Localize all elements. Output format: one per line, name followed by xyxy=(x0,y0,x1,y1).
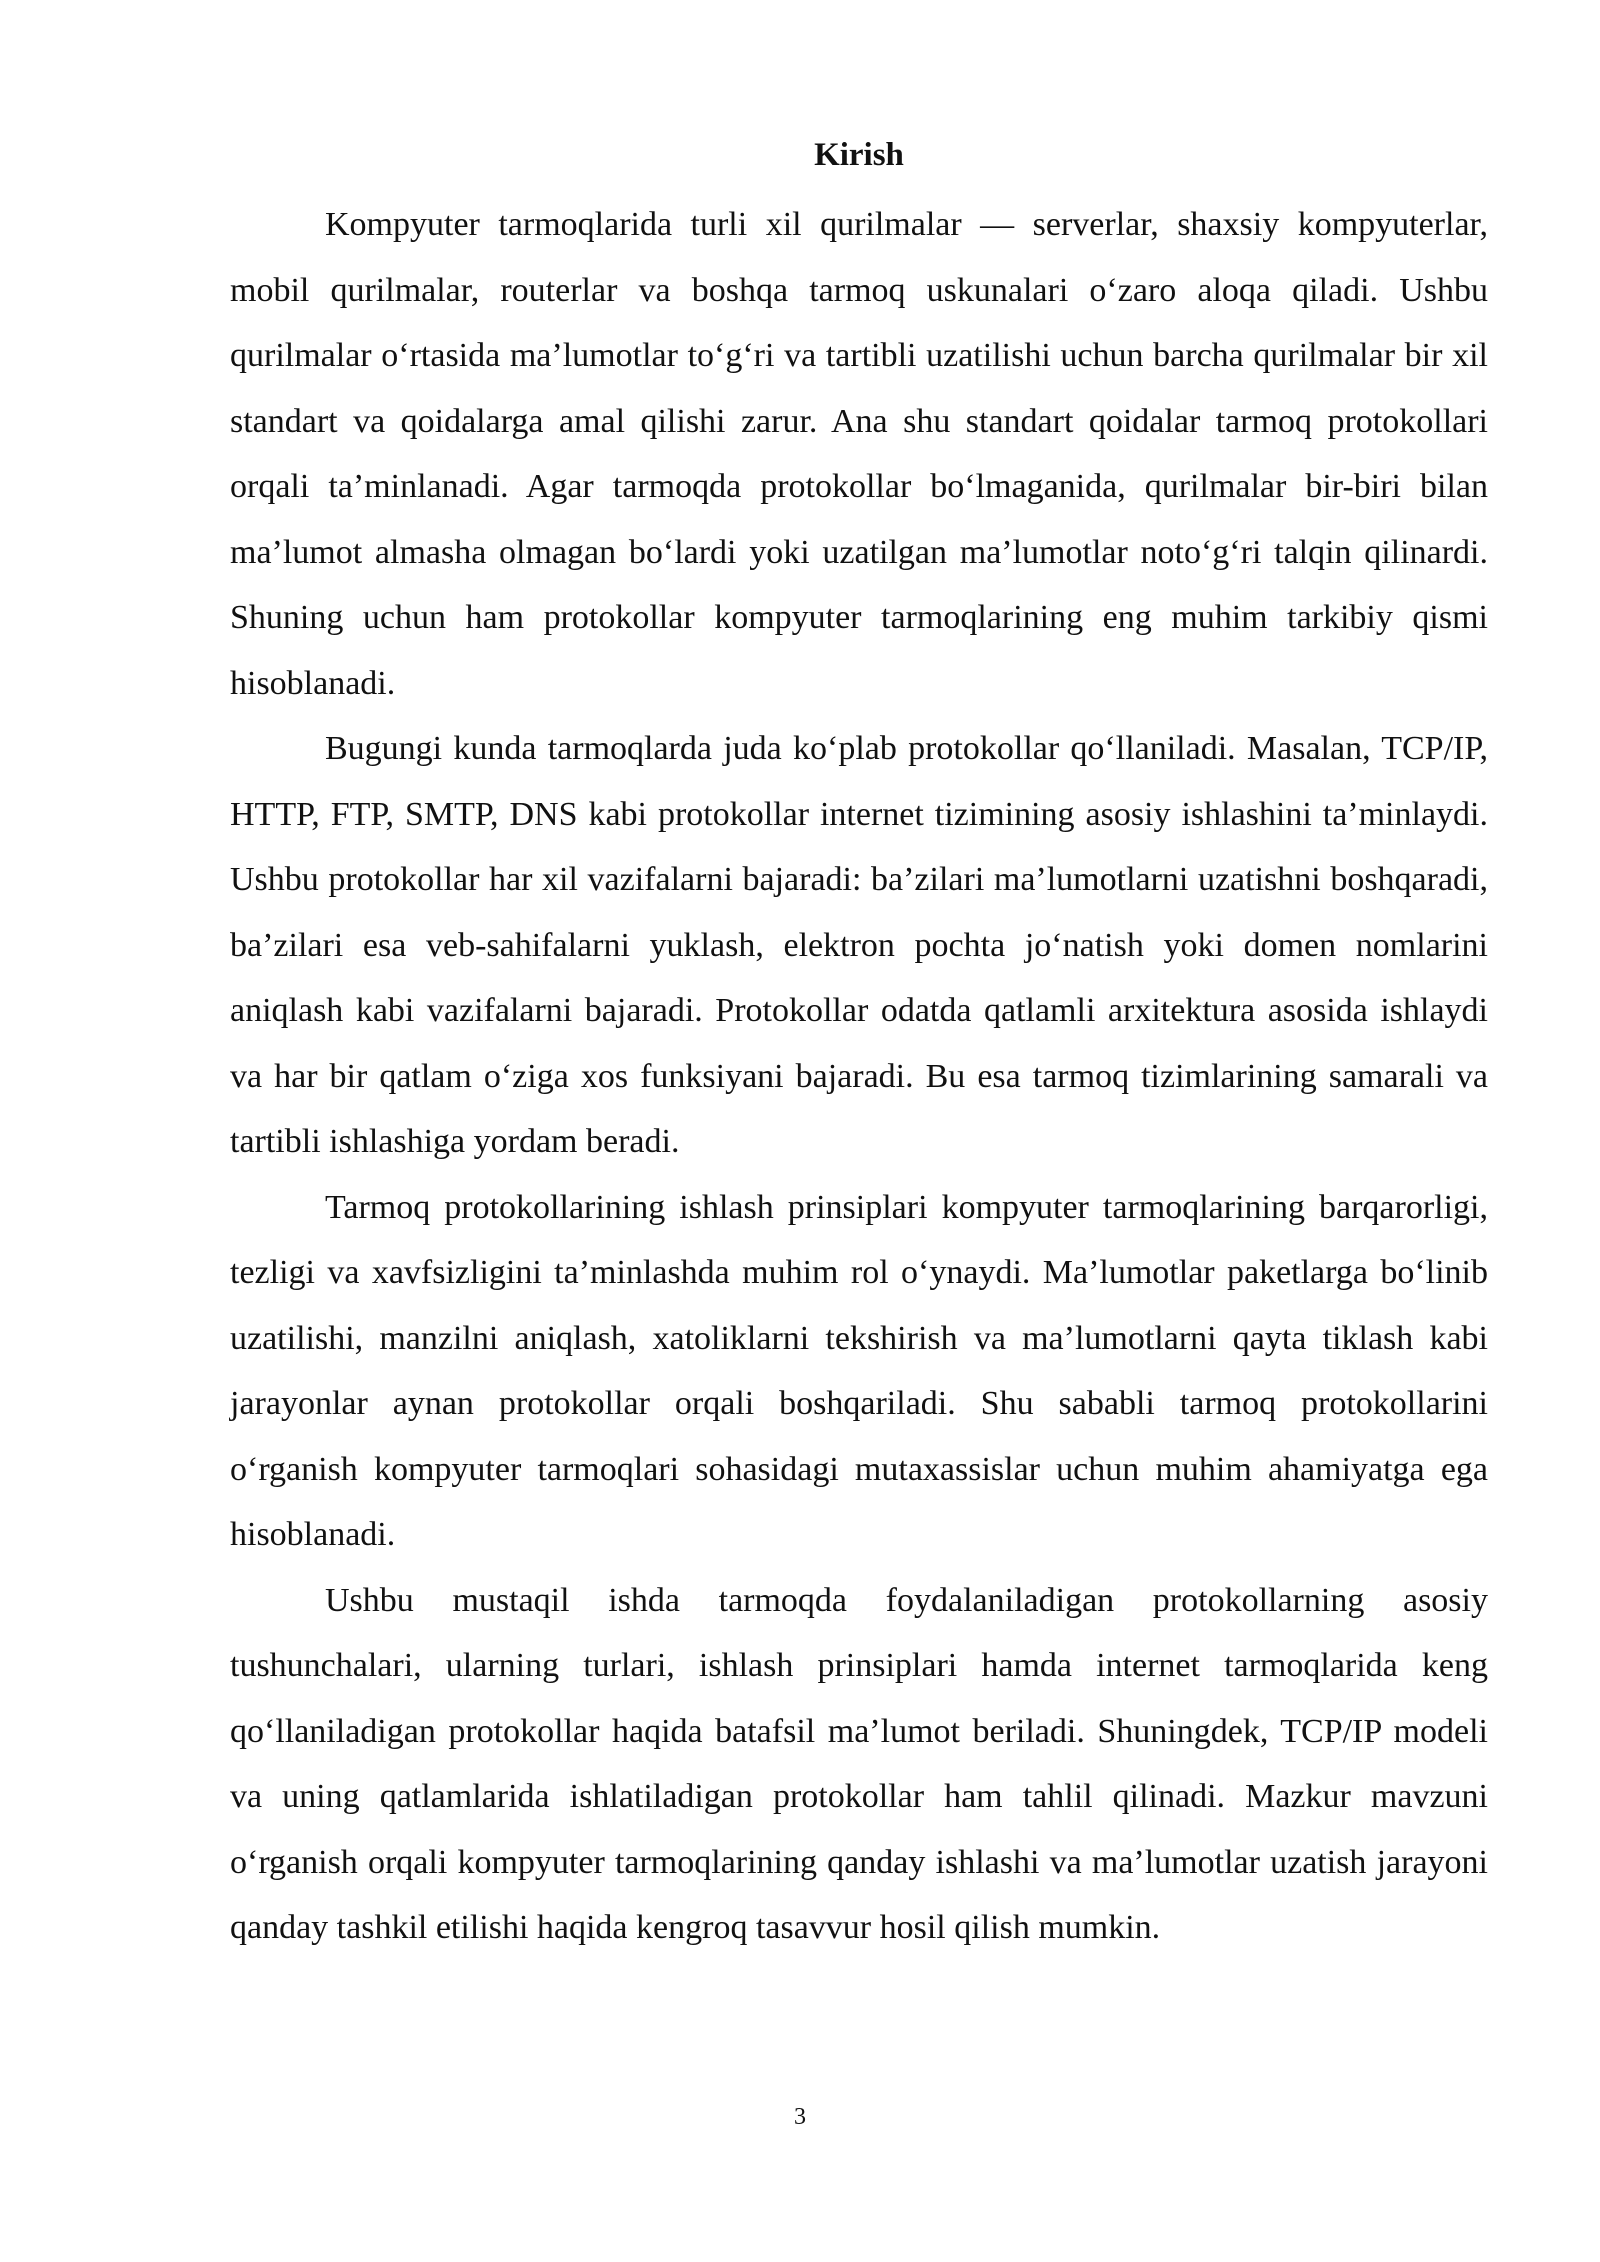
paragraph-1: Kompyuter tarmoqlarida turli xil qurilmalar — serverlar, shaxsiy kompyuterlar, mobil qurilmalar, routerlar va boshqa tarmoq uskunalari o‘zaro aloqa qiladi. Ushbu qurilmalar o‘rtasida ma’lumotlar to‘g‘ri va tartibli uzatilishi uchun barcha qurilmalar bir xil standart va qoidalarga amal qilishi zarur. Ana shu standart qoidalar tarmoq protokollari orqali ta’minlanadi. Agar tarmoqda protokollar bo‘lmaganida, qurilmalar bir-biri bilan ma’lumot almasha olmagan bo‘lardi yoki uzatilgan ma’lumotlar noto‘g‘ri talqin qilinardi. Shuning uchun ham protokollar kompyuter tarmoqlarining eng muhim tarkibiy qismi hisoblanadi. xyxy=(230,206,1488,702)
page-content xyxy=(230,128,1488,1961)
paragraph-4: Ushbu mustaqil ishda tarmoqda foydalaniladigan protokollarning asosiy tushunchalari, ularning turlari, ishlash prinsiplari hamda internet tarmoqlarida keng qo‘llaniladigan protokollar haqida batafsil ma’lumot beriladi. Shuningdek, TCP/IP modeli va uning qatlamlarida ishlatiladigan protokollar ham tahlil qilinadi. Mazkur mavzuni o‘rganish orqali kompyuter tarmoqlarining qanday ishlashi va ma’lumotlar uzatish jarayoni qanday tashkil etilishi haqida kengroq tasavvur hosil qilish mumkin. xyxy=(230,1581,1488,1946)
paragraph-2: Bugungi kunda tarmoqlarda juda ko‘plab protokollar qo‘llaniladi. Masalan, TCP/IP, HTTP, FTP, SMTP, DNS kabi protokollar internet tizimining asosiy ishlashini ta’minlaydi. Ushbu protokollar har xil vazifalarni bajaradi: ba’zilari ma’lumotlarni uzatishni boshqaradi, ba’zilari esa veb-sahifalarni yuklash, elektron pochta jo‘natish yoki domen nomlarini aniqlash kabi vazifalarni bajaradi. Protokollar odatda qatlamli arxitektura asosida ishlaydi va har bir qatlam o‘ziga xos funksiyani bajaradi. Bu esa tarmoq tizimlarining samarali va tartibli ishlashiga yordam beradi. xyxy=(230,730,1488,1160)
page-number: 3 xyxy=(794,2104,806,2130)
section-title: Kirish xyxy=(814,137,904,173)
paragraph-3: Tarmoq protokollarining ishlash prinsiplari kompyuter tarmoqlarining barqarorligi, tezligi va xavfsizligini ta’minlashda muhim rol o‘ynaydi. Ma’lumotlar paketlarga bo‘linib uzatilishi, manzilni aniqlash, xatoliklarni tekshirish va ma’lumotlarni qayta tiklash kabi jarayonlar aynan protokollar orqali boshqariladi. Shu sababli tarmoq protokollarini o‘rganish kompyuter tarmoqlari sohasidagi mutaxassislar uchun muhim ahamiyatga ega hisoblanadi. xyxy=(230,1188,1488,1553)
